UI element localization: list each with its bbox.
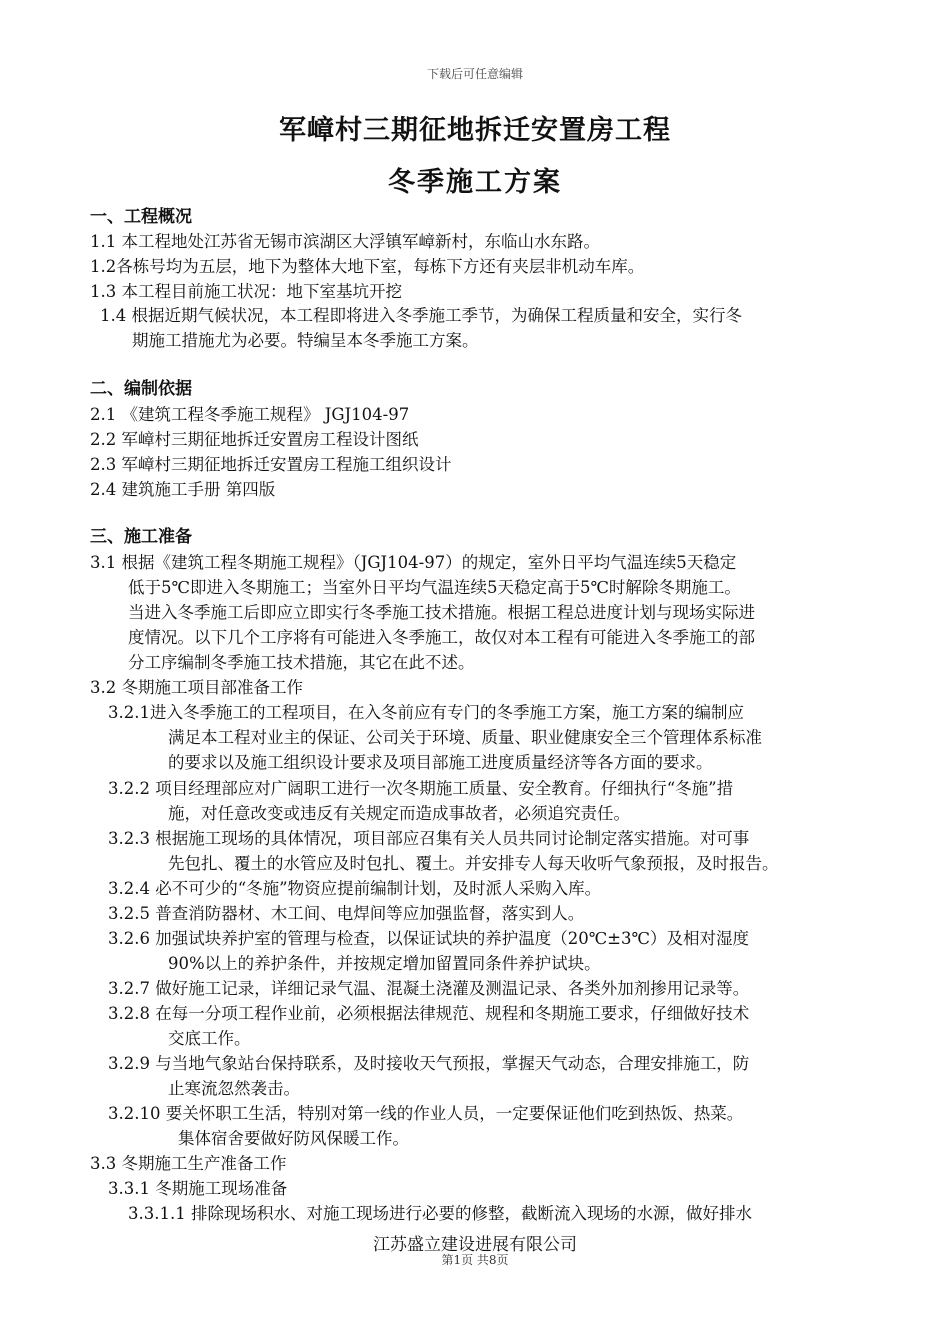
text-line: 交底工作。	[168, 1029, 251, 1048]
text-line: 3.2.1进入冬季施工的工程项目，在入冬前应有专门的冬季施工方案，施工方案的编制应	[108, 703, 744, 722]
text-line: 集体宿舍要做好防风保暖工作。	[178, 1129, 409, 1148]
text-line: 3.2.5 普查消防器材、木工间、电焊间等应加强监督，落实到人。	[108, 904, 585, 923]
text-line: 分工序编制冬季施工技术措施，其它在此不述。	[128, 653, 475, 672]
text-line: 施，对任意改变或违反有关规定而造成事故者，必须追究责任。	[168, 804, 630, 823]
text-line: 3.2.4 必不可少的“冬施”物资应提前编制计划，及时派人采购入库。	[108, 879, 602, 898]
text-line: 90%以上的养护条件，并按规定增加留置同条件养护试块。	[168, 954, 601, 973]
text-line: 3.2.3 根据施工现场的具体情况，项目部应召集有关人员共同讨论制定落实措施。对可事	[108, 829, 750, 848]
text-line: 止寒流忽然袭击。	[168, 1079, 300, 1098]
text-line: 3.2.10 要关怀职工生活，特别对第一线的作业人员，一定要保证他们吃到热饭、热菜。	[108, 1104, 744, 1123]
text-line: 先包扎、覆土的水管应及时包扎、覆土。并安排专人每天收听气象预报，及时报告。	[168, 854, 779, 873]
text-line: 度情况。以下几个工序将有可能进入冬季施工，故仅对本工程有可能进入冬季施工的部	[128, 628, 755, 647]
section-heading-3: 三、施工准备	[90, 527, 192, 547]
text-line: 3.3 冬期施工生产准备工作	[90, 1154, 287, 1173]
text-line: 1.2各栋号均为五层，地下为整体大地下室，每栋下方还有夹层非机动车库。	[90, 257, 645, 276]
text-line: 2.2 军嶂村三期征地拆迁安置房工程设计图纸	[90, 430, 419, 449]
text-line: 的要求以及施工组织设计要求及项目部施工进度质量经济等各方面的要求。	[168, 753, 713, 772]
text-line: 3.3.1 冬期施工现场准备	[108, 1179, 288, 1198]
text-line: 低于5℃即进入冬期施工；当室外日平均气温连续5天稳定高于5℃时解除冬期施工。	[128, 578, 741, 597]
text-line: 3.2.6 加强试块养护室的管理与检查，以保证试块的养护温度（20℃±3℃）及相对湿度	[108, 929, 749, 948]
footer-company: 江苏盛立建设进展有限公司	[373, 1235, 577, 1255]
text-line: 当进入冬季施工后即应立即实行冬季施工技术措施。根据工程总进度计划与现场实际进	[128, 603, 755, 622]
text-line: 3.3.1.1 排除现场积水、对施工现场进行必要的修整，截断流入现场的水源，做好排水	[128, 1204, 752, 1223]
text-line: 3.1 根据《建筑工程冬期施工规程》（JGJ104-97）的规定，室外日平均气温连续5天稳定	[90, 553, 737, 572]
text-line: 满足本工程对业主的保证、公司关于环境、质量、职业健康安全三个管理体系标准	[168, 728, 762, 747]
text-line: 3.2.9 与当地气象站台保持联系，及时接收天气预报，掌握天气动态，合理安排施工，防	[108, 1054, 750, 1073]
text-line: 3.2.7 做好施工记录，详细记录气温、混凝土浇灌及测温记录、各类外加剂掺用记录等。	[108, 979, 750, 998]
document-title: 军嶂村三期征地拆迁安置房工程	[279, 115, 671, 146]
section-heading-1: 一、工程概况	[90, 207, 192, 227]
document-subtitle: 冬季施工方案	[388, 167, 562, 198]
section-heading-2: 二、编制依据	[90, 379, 192, 399]
text-line: 期施工措施尤为必要。特编呈本冬季施工方案。	[132, 331, 479, 350]
text-line: 3.2.8 在每一分项工程作业前，必须根据法律规范、规程和冬期施工要求，仔细做好技术	[108, 1004, 750, 1023]
text-line: 3.2 冬期施工项目部准备工作	[90, 678, 303, 697]
text-line: 2.4 建筑施工手册 第四版	[90, 480, 276, 499]
text-line: 2.1 《建筑工程冬季施工规程》 JGJ104-97	[90, 405, 410, 424]
download-note: 下载后可任意编辑	[426, 67, 523, 81]
text-line: 1.3 本工程目前施工状况：地下室基坑开挖	[90, 282, 402, 301]
text-line: 3.2.2 项目经理部应对广阔职工进行一次冬期施工质量、安全教育。仔细执行“冬施”措	[108, 779, 734, 798]
text-line: 1.1 本工程地处江苏省无锡市滨湖区大浮镇军嶂新村，东临山水东路。	[90, 232, 600, 251]
text-line: 2.3 军嶂村三期征地拆迁安置房工程施工组织设计	[90, 455, 452, 474]
footer-page-number: 第1页 共8页	[441, 1253, 509, 1267]
text-line: 1.4 根据近期气候状况，本工程即将进入冬季施工季节，为确保工程质量和安全，实行冬	[100, 306, 742, 325]
